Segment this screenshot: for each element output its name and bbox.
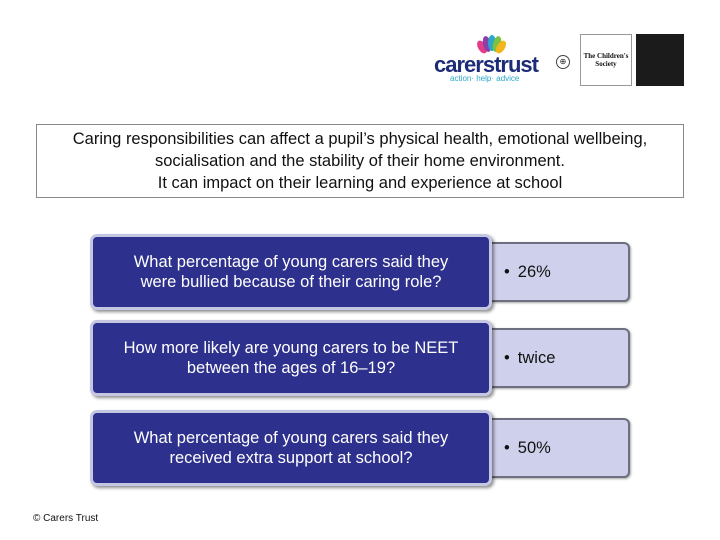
answer-box (470, 242, 630, 302)
answer-text (504, 263, 551, 282)
qa-row (90, 320, 630, 392)
answer-box (470, 418, 630, 478)
bullet-icon: • (504, 262, 510, 281)
carers-trust-tagline: action· help· advice (450, 74, 520, 83)
question-line: What percentage of young carers said they (133, 253, 449, 271)
childrens-society-text: The Children's Society (583, 52, 629, 68)
bullet-icon: • (504, 348, 510, 367)
question-line: How more likely are young carers to be NEET (123, 339, 459, 357)
intro-line: It can impact on their learning and experience at school (157, 174, 563, 192)
question-line: What percentage of young carers said they (133, 429, 449, 447)
answer-value: 26% (517, 262, 551, 281)
answer-box (470, 328, 630, 388)
question-box (90, 234, 492, 310)
bullet-icon: • (504, 438, 510, 457)
answer-text (504, 349, 555, 368)
answer-value: twice (517, 348, 556, 367)
intro-line: socialisation and the stability of their home environment. (155, 152, 565, 170)
question-line: received extra support at school? (169, 449, 413, 467)
question-line: were bullied because of their caring role? (140, 273, 442, 291)
question-line: between the ages of 16–19? (186, 359, 396, 377)
answer-value: 50% (517, 438, 551, 457)
carers-trust-logo (430, 30, 550, 88)
copyright-text: © Carers Trust (33, 513, 99, 524)
question-box (90, 320, 492, 396)
logo-area (430, 30, 686, 90)
logo-dark-panel (636, 34, 684, 86)
intro-statement-box (36, 124, 684, 198)
childrens-society-logo (580, 34, 632, 86)
carers-trust-wordmark: carerstrust (434, 52, 538, 77)
qa-row (90, 410, 630, 482)
question-box (90, 410, 492, 486)
qa-row (90, 234, 630, 306)
answer-text (504, 439, 551, 458)
circle-mark-icon: ⊕ (556, 55, 570, 69)
intro-line: Caring responsibilities can affect a pupil’s physical health, emotional wellbeing, (72, 130, 648, 148)
